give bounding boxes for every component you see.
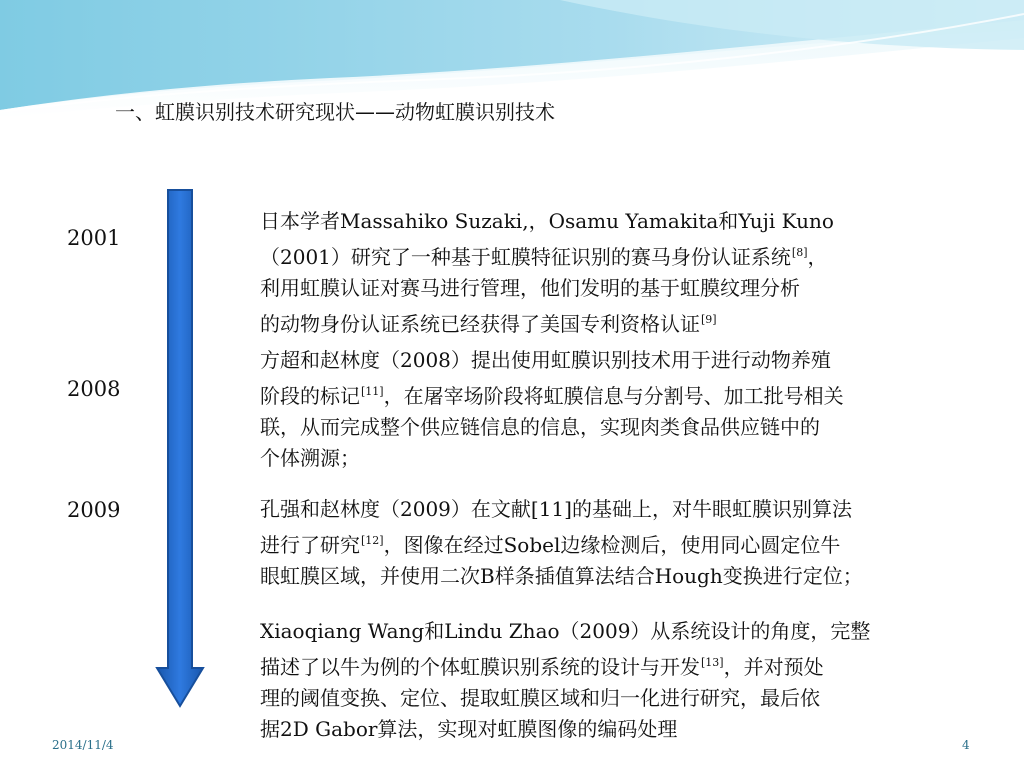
slide-title: 一、虹膜识别技术研究现状——动物虹膜识别技术: [115, 100, 555, 124]
entry-line: [260, 345, 1010, 376]
entry-paragraph: [260, 494, 1010, 592]
entry-paragraph: [260, 345, 1010, 474]
entry-line: [260, 561, 1010, 592]
entry-line-text: ，在屠宰场阶段将虹膜信息与分割号、加工批号相关: [383, 384, 844, 408]
entry-line-text: 联，从而完成整个供应链信息的信息，实现肉类食品供应链中的: [260, 415, 820, 439]
footer-date: 2014/11/4: [52, 738, 114, 752]
entry-line-text: 孔强和赵林度（2009）在文献[11]的基础上，对牛眼虹膜识别算法: [260, 497, 852, 521]
timeline-year-2001: 2001: [67, 226, 121, 250]
timeline-year-2009: 2009: [67, 498, 121, 522]
entry-line-text: （2001）研究了一种基于虹膜特征识别的赛马身份认证系统: [260, 245, 791, 269]
entry-line-text: ，图像在经过Sobel边缘检测后，使用同心圆定位牛: [383, 533, 841, 557]
entry-line-text: 个体溯源；: [260, 446, 360, 470]
citation-reference: [9]: [701, 313, 717, 326]
entry-line-text: 利用虹膜认证对赛马进行管理，他们发明的基于虹膜纹理分析: [260, 276, 800, 300]
entry-line-text: ，: [807, 245, 828, 269]
entry-line-text: 的动物身份认证系统已经获得了美国专利资格认证: [260, 312, 700, 336]
entry-line: [260, 206, 1010, 237]
entry-line: [260, 647, 1010, 683]
entry-line-text: 阶段的标记: [260, 384, 360, 408]
entry-line: [260, 683, 1010, 714]
entry-paragraph: [260, 206, 1010, 340]
entry-line-text: 日本学者Massahiko Suzaki,，Osamu Yamakita和Yuji Kuno: [260, 209, 834, 233]
entry-line-text: 眼虹膜区域，并使用二次B样条插值算法结合Hough变换进行定位；: [260, 564, 863, 588]
entry-paragraph: [260, 616, 1010, 745]
entry-line: [260, 714, 1010, 745]
entry-line-text: 理的阈值变换、定位、提取虹膜区域和归一化进行研究，最后依: [260, 686, 820, 710]
entry-line: [260, 237, 1010, 273]
entry-line: [260, 443, 1010, 474]
entry-line-text: 进行了研究: [260, 533, 360, 557]
entry-line: [260, 304, 1010, 340]
entry-line-text: 方超和赵林度（2008）提出使用虹膜识别技术用于进行动物养殖: [260, 348, 831, 372]
entry-line-text: Xiaoqiang Wang和Lindu Zhao（2009）从系统设计的角度，完整: [260, 619, 871, 643]
entry-line-text: 描述了以牛为例的个体虹膜识别系统的设计与开发: [260, 655, 700, 679]
entry-line: [260, 412, 1010, 443]
timeline-down-arrow-icon: [155, 188, 205, 708]
entry-line: [260, 376, 1010, 412]
citation-reference: [8]: [791, 246, 808, 259]
entry-line: [260, 525, 1010, 561]
citation-reference: [13]: [701, 656, 724, 669]
entry-line: [260, 273, 1010, 304]
citation-reference: [11]: [361, 385, 384, 398]
entry-line: [260, 616, 1010, 647]
entry-line-text: ，并对预处: [723, 655, 824, 679]
page-number: 4: [962, 738, 970, 752]
citation-reference: [12]: [361, 534, 384, 547]
entry-line: [260, 494, 1010, 525]
entry-line-text: 据2D Gabor算法，实现对虹膜图像的编码处理: [260, 717, 678, 741]
timeline-year-2008: 2008: [67, 377, 121, 401]
